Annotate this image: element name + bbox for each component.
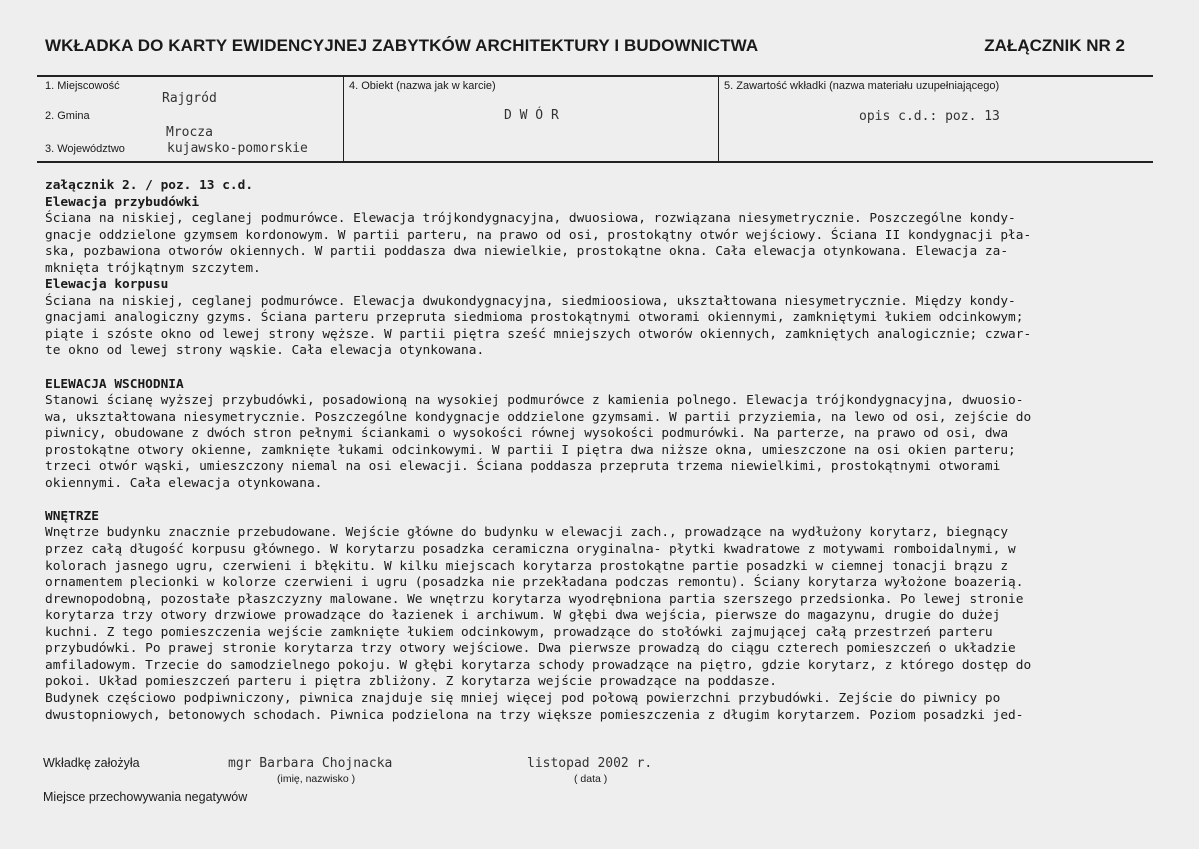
object-value: D W Ó R: [504, 108, 559, 123]
section-heading: Elewacja przybudówki: [45, 194, 200, 210]
text-line: gnacjami analogiczny gzyms. Ściana parteru przeprutа siedmioma prostokątnymi otworami okiennymi, zamkniętymi łukiem odcinkowym;: [45, 310, 1024, 326]
voivodeship-value: kujawsko-pomorskie: [167, 141, 308, 156]
text-line: gnacje oddzielone gzymsem kordonowym. W partii parteru, na prawo od osi, prostokątny otwór wejściowy. Ściana II kondygnacji pła-: [45, 227, 1032, 243]
text-line: kuchni. Z tego pomieszczenia wejście zamknięte łukiem odcinkowym, prowadzące do stołówki zajmującej całą przestrzeń parteru: [45, 624, 993, 640]
text-line: okiennymi. Cała elewacja otynkowana.: [45, 475, 323, 491]
text-line: pokoi. Układ pomieszczeń parteru i piętra zbliżony. Z korytarza wejście prowadzące na poddasze.: [45, 674, 777, 690]
page-header: [45, 36, 1125, 60]
field4-label: 4. Obiekt (nazwa jak w karcie): [349, 80, 496, 92]
field2-label: 2. Gmina: [45, 110, 90, 122]
document-title: WKŁADKA DO KARTY EWIDENCYJNEJ ZABYTKÓW ARCHITEKTURY I BUDOWNICTWA: [45, 36, 759, 55]
author-caption: (imię, nazwisko ): [277, 773, 356, 785]
text-line: dwustopniowych, betonowych schodach. Piwnica podzielona na trzy większe pomieszczenia z długim korytarzem. Poziom posadzki jed-: [45, 707, 1024, 723]
text-line: mknięta trójkątnym szczytem.: [45, 260, 261, 276]
author-name: mgr Barbara Chojnacka: [228, 756, 393, 771]
commune-value: Mrocza: [166, 125, 213, 140]
text-line: kolorach jasnego ugru, czerwieni i błękitu. W kilku miejscach korytarza prostokątne partie posadzki w ciemnej tonacji brązu z: [45, 558, 1009, 574]
date-value: listopad 2002 r.: [527, 756, 653, 771]
spacer: [45, 492, 1155, 509]
text-line: korytarza trzy otwory drzwiowe prowadzące do łazienek i archiwum. W głębi dwa wejścia, pierwsze do magazynu, drugie do dużej: [45, 608, 1001, 624]
text-line: drewnopodobną, pozostałe płaszczyzny malowane. We wnętrzu korytarza wyodrębniona partia szerszego przedsionka. Po lewej stronie: [45, 591, 1024, 607]
table-divider: [343, 77, 344, 161]
text-line: piwnicy, obudowane z dwóch stron pełnymi ściankami o wysokości równej wysokości podmurówki. Na parterze, na prawo od osi, dwa: [45, 426, 1009, 442]
negatives-location-label: Miejsce przechowywania negatywów: [43, 790, 248, 804]
text-line: piąte i szóste okno od lewej strony węższe. W partii piętra sześć mniejszych otworów okiennych, zamkniętych analogicznie; czwar-: [45, 326, 1032, 342]
text-line: amfiladowym. Trzecie do samodzielnego pokoju. W głębi korytarza schody prowadzące na piętro, gdzie korytarz, z którego dostęp do: [45, 657, 1032, 673]
section-heading: WNĘTRZE: [45, 508, 99, 524]
spacer: [45, 360, 1155, 377]
text-line: prostokątne otwory okienne, zamknięte łukami odcinkowymi. W partii I piętra dwa niższe okna, umieszczone na osi okien parteru;: [45, 442, 1016, 458]
text-line: załącznik 2. / poz. 13 c.d.: [45, 178, 254, 193]
field3-label: 3. Województwo: [45, 143, 125, 155]
locality-value: Rajgród: [162, 91, 217, 106]
text-line: przez całą długość korpusu głównego. W korytarzu posadzka ceramiczna oryginalna- płytki kwadratowe z motywami romboidalnymi, w: [45, 542, 1016, 558]
text-line: Stanowi ścianę wyższej przybudówki, posadowioną na wysokiej podmurówce z kamienia polnego. Elewacja trójkondygnacyjna, dwuosio-: [45, 393, 1024, 409]
identification-table: [37, 75, 1153, 163]
text-line: te okno od lewej strony wąskie. Cała elewacja otynkowana.: [45, 343, 485, 359]
table-divider: [718, 77, 719, 161]
content-value: opis c.d.: poz. 13: [859, 109, 1000, 124]
text-line: ornamentem plecionki w kolorze czerwieni i ugru (posadzka nie przekładana podczas remontu). Ściany korytarza wyłożone boazerią.: [45, 575, 1024, 591]
text-line: Ściana na niskiej, ceglanej podmurówce. Elewacja dwukondygnacyjna, siedmioosiowa, ukształtowana niesymetrycznie. Między kondy-: [45, 293, 1016, 309]
date-caption: ( data ): [574, 773, 608, 785]
text-line: ska, pozbawiona otworów okiennych. W partii poddasza dwa niewielkie, prostokątne okna. Cała elewacja otynkowana. Elewacja za-: [45, 244, 1009, 260]
text-line: wa, ukształtowana niesymetrycznie. Poszczególne kondygnacje oddzielone gzymsami. W partii przyziemia, na lewo od osi, zejście do: [45, 409, 1032, 425]
text-line: Wnętrze budynku znacznie przebudowane. Wejście główne do budynku w elewacji zach., prowadzące na wydłużony korytarz, biegnący: [45, 525, 1009, 541]
section-heading: Elewacja korpusu: [45, 277, 169, 293]
text-line: Ściana na niskiej, ceglanej podmurówce. Elewacja trójkondygnacyjna, dwuosiowa, rozwiązana niesymetrycznie. Poszczególne kondy-: [45, 211, 1016, 227]
text-line: trzeci otwór wąski, umieszczony niemal na osi elewacji. Ściana poddasza przeprutа trzema niewielkimi, prostokątnymi otworami: [45, 459, 1001, 475]
description-text: [45, 178, 1155, 724]
annex-number: ZAŁĄCZNIK NR 2: [984, 36, 1125, 55]
field1-label: 1. Miejscowość: [45, 80, 120, 92]
text-line: Budynek częściowo podpiwniczony, piwnica znajduje się mniej więcej pod połową powierzchni przybudówki. Zejście do piwnicy po: [45, 690, 1001, 706]
author-label: Wkładkę założyła: [43, 756, 140, 770]
text-line: przybudówki. Po prawej stronie korytarza trzy otwory wejściowe. Dwa pierwsze prowadzą do ciągu czterech pomieszczeń o układzie: [45, 641, 1016, 657]
field5-label: 5. Zawartość wkładki (nazwa materiału uzupełniającego): [724, 80, 1000, 92]
section-heading: ELEWACJA WSCHODNIA: [45, 376, 184, 392]
